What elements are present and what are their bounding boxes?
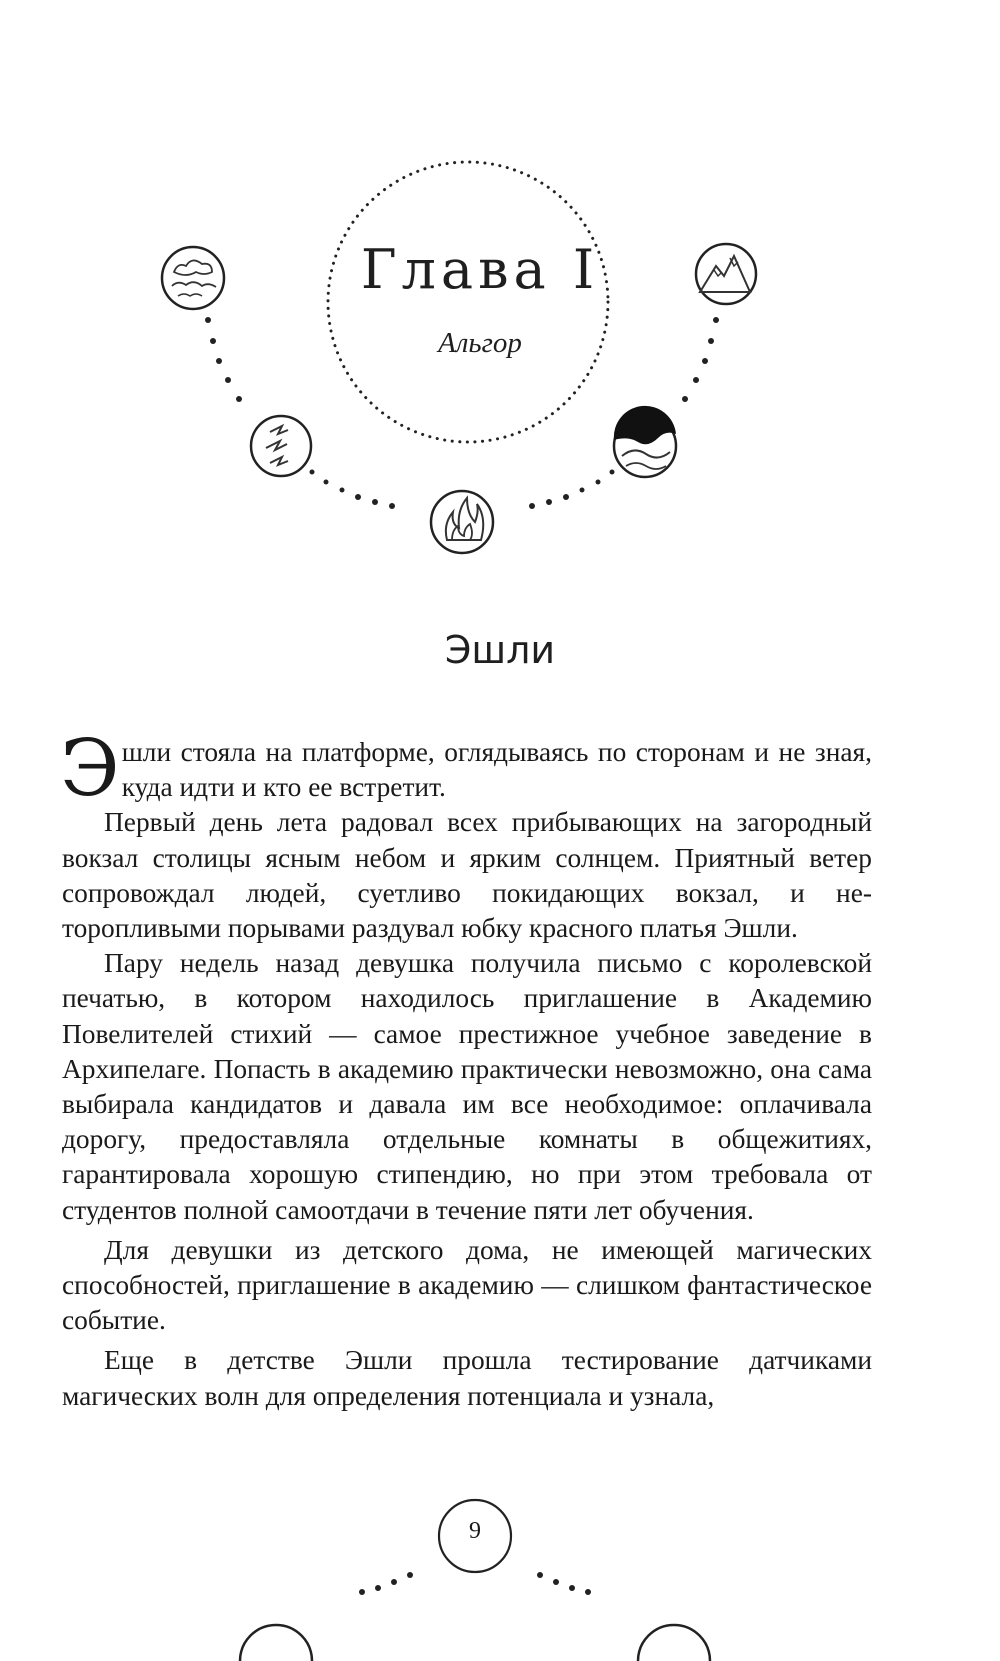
- mountain-icon: [696, 244, 756, 304]
- paragraph: Для девушки из детского дома, не имеющей магических способностей, приглашение в академию — слишком фантастическое событие.: [62, 1234, 872, 1336]
- section-title: Эшли: [444, 628, 556, 672]
- chapter-title: Глава I: [360, 238, 600, 301]
- chapter-subtitle: Альгор: [438, 327, 522, 359]
- drop-cap: Э: [60, 724, 120, 814]
- bottom-emblem-right: [638, 1625, 710, 1661]
- paragraph: Еще в детстве Эшли прошла тестирование датчиками магических волн для определения потенциала и узнала,: [62, 1345, 872, 1411]
- paragraph: Пару недель назад девушка получила письмо с королевской печатью, в котором находилось приглашение в Академию Повелителей стихий — самое престижное учебное заведение в Архипелаге. Попасть в академию практически невозможно, она сама выбирала кандидатов и давала им все необходимое: оплачивала дорогу, предоставляла отдельные комнаты в общежитиях, гарантировала хорошую стипендию, но при этом требовала от студентов полной самоотдачи в течение пяти лет обучения.: [62, 948, 872, 1225]
- bottom-emblem-left: [240, 1625, 312, 1661]
- chapter-dotted-circle: [328, 162, 608, 442]
- chapter-body: [60, 724, 872, 1414]
- paragraph: Первый день лета радовал всех прибывающих на загородный вокзал столицы ясным небом и ярким солнцем. Приятный ветер сопровождал людей, суетливо покидающих вокзал, и неторопливыми порывами раздувал юбку красного платья Эшли.: [62, 807, 872, 944]
- water-icon: [614, 406, 676, 477]
- fire-icon: [431, 491, 493, 553]
- page-number: 9: [469, 1518, 481, 1544]
- page-number-dots: [359, 1572, 591, 1595]
- paragraph: Эшли стояла на платформе, оглядываясь по сторонам и не зная, куда идти и кто ее встретит.: [60, 724, 872, 814]
- lightning-icon: [251, 416, 311, 476]
- cloud-icon: [162, 247, 224, 309]
